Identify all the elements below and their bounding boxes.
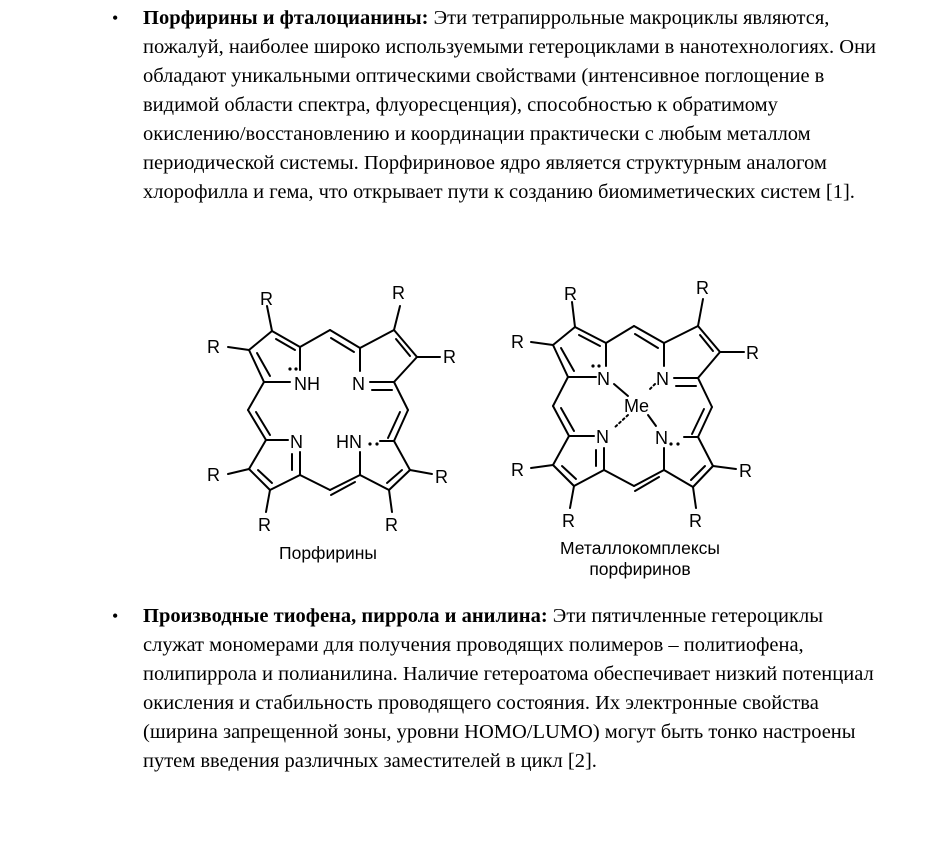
list-item-conducting-polymers: [112, 602, 883, 776]
metal-atom-label: Me: [624, 396, 650, 416]
substituent-label: R: [207, 337, 220, 357]
substituent-label: R: [564, 284, 577, 304]
n-atom-label: N: [290, 432, 303, 452]
substituent-label: R: [689, 511, 702, 531]
substituent-label: R: [258, 515, 271, 535]
n-atom-label: N: [596, 427, 609, 447]
substituent-label: R: [739, 461, 752, 481]
substituent-label: R: [435, 467, 448, 487]
substituent-label: R: [746, 343, 759, 363]
lone-pair-dot: [375, 442, 378, 445]
substituent-label: R: [696, 278, 709, 298]
lone-pair-dot: [597, 364, 600, 367]
n-atom-label: N: [656, 369, 669, 389]
substituent-label: R: [562, 511, 575, 531]
substituent-label: R: [511, 460, 524, 480]
item-text: Эти пятичленные гетероциклы служат мономерами для получения проводящих полимеров – политиофена, полипиррола и полианилина. Наличие гетероатома обеспечивает низкий потенциал окисления и стабильность проводящего состояния. Их электронные свойства (ширина запрещенной зоны, уровни HOMO/LUMO) могут быть тонко настроены путем введения различных заместителей в цикл [2].: [143, 605, 874, 772]
n-atom-label: N: [352, 374, 365, 394]
metalloporphyrin-structure: [511, 278, 759, 531]
nh-atom-label: NH: [294, 374, 320, 394]
item-title: Производные тиофена, пиррола и анилина:: [143, 605, 548, 627]
hn-atom-label: HN: [336, 432, 362, 452]
n-atom-label: N: [655, 428, 668, 448]
lone-pair-dot: [368, 442, 371, 445]
substituent-label: R: [260, 289, 273, 309]
lone-pair-dot: [669, 442, 672, 445]
lone-pair-dot: [591, 364, 594, 367]
caption-line: порфиринов: [589, 559, 691, 579]
caption-porphyrins: Порфирины: [279, 543, 377, 563]
substituent-label: R: [392, 283, 405, 303]
porphyrin-structure: [207, 283, 456, 535]
bullet: •: [112, 606, 119, 626]
substituent-label: R: [207, 465, 220, 485]
item-text: Эти тетрапиррольные макроциклы являются, пожалуй, наиболее широко используемыми гетероциклами в нанотехнологиях. Они обладают уникальными оптическими свойствами (интенсивное поглощение в видимой области спектра, флуоресценция), способностью к обратимому окислению/восстановлению и координации практически с любым металлом периодической системы. Порфириновое ядро является структурным аналогом хлорофилла и гема, что открывает пути к созданию биомиметических систем [1].: [143, 7, 877, 203]
substituent-label: R: [443, 347, 456, 367]
lone-pair-dot: [294, 367, 297, 370]
n-atom-label: N: [597, 369, 610, 389]
lone-pair-dot: [288, 367, 291, 370]
substituent-label: R: [385, 515, 398, 535]
lone-pair-dot: [676, 442, 679, 445]
substituent-label: R: [511, 332, 524, 352]
caption-metalloporphyrins: [510, 538, 770, 580]
caption-line: Металлокомплексы: [559, 538, 721, 558]
bullet: •: [112, 8, 119, 28]
item-title: Порфирины и фталоцианины:: [143, 7, 429, 29]
